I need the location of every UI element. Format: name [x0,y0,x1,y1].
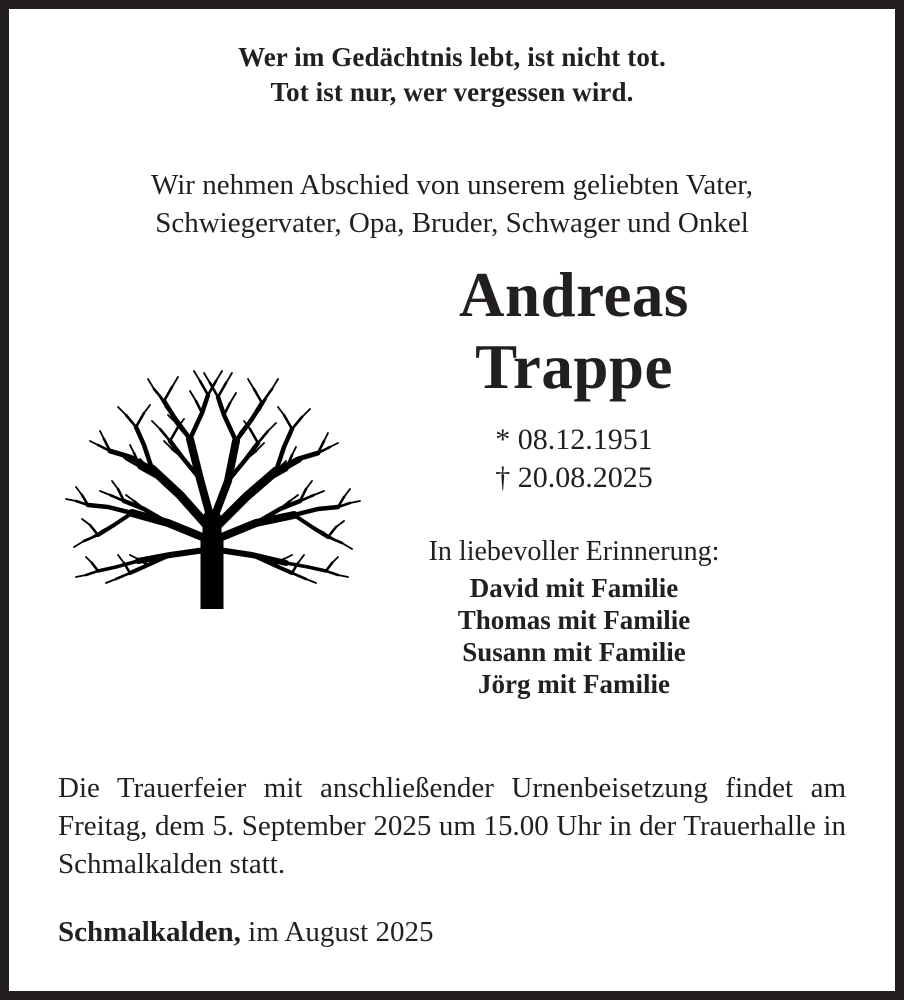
deceased-block [369,259,779,700]
notice-footer [58,914,846,950]
memorial-quote [9,40,895,110]
notice-inner [9,9,895,991]
farewell-intro [9,166,895,242]
quote-line-2: Tot ist nur, wer vergessen wird. [270,77,634,107]
deceased-first-name: Andreas [459,260,689,330]
middle-section [9,259,895,749]
intro-line-2: Schwiegervater, Opa, Bruder, Schwager und Onkel [155,207,749,239]
deceased-last-name: Trappe [475,332,673,402]
bare-tree-icon [40,309,380,609]
survivor-line: David mit Familie [469,573,679,603]
deceased-name [369,259,779,403]
memory-heading: In liebevoller Erinnerung: [428,536,720,567]
survivor-line: Thomas mit Familie [457,605,691,635]
life-dates [369,421,779,497]
footer-date: im August 2025 [240,916,434,948]
survivor-line: Susann mit Familie [462,637,686,667]
survivors-list [369,572,779,700]
death-date: † 20.08.2025 [495,461,653,494]
quote-line-1: Wer im Gedächtnis lebt, ist nicht tot. [238,42,666,72]
service-details: Die Trauerfeier mit anschließender Urnenbeisetzung findet am Freitag, dem 5. September 2025 um 15.00 Uhr in der Trauerhalle in Schmalkalden statt. [58,772,846,880]
survivor-line: Jörg mit Familie [478,669,670,699]
footer-place: Schmalkalden, [58,916,241,948]
intro-line-1: Wir nehmen Abschied von unserem geliebten Vater, [151,169,753,201]
birth-date: * 08.12.1951 [495,423,653,456]
